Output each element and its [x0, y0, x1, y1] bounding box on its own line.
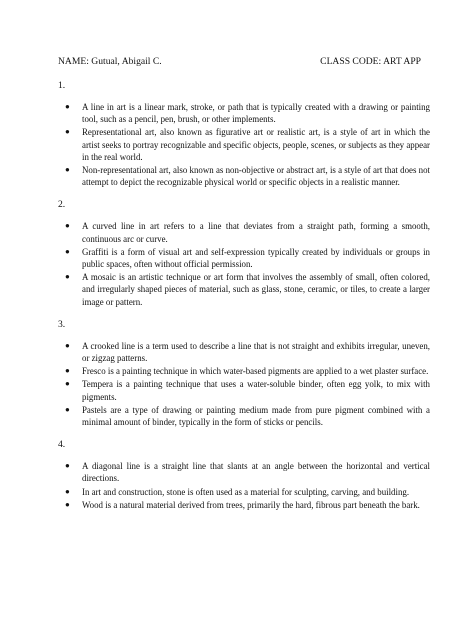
section-3: [58, 318, 430, 428]
list-item: [58, 340, 430, 364]
bullet-list: [58, 340, 430, 428]
section-2: [58, 198, 430, 307]
list-item: [58, 404, 430, 428]
list-item: [58, 499, 430, 511]
list-item-text: A crooked line is a term used to describe a line that is not straight and exhibits irregular, uneven, or zigzag patterns.: [82, 340, 430, 364]
bullet-icon: ●: [65, 127, 70, 137]
list-item-text: A line in art is a linear mark, stroke, or path that is typically created with a drawing or painting tool, such as a pencil, pen, brush, or other implements.: [82, 102, 430, 125]
bullet-icon: ●: [65, 102, 70, 111]
section-number: 4.: [58, 439, 66, 451]
list-item: [58, 246, 430, 270]
section-number: 1.: [58, 80, 66, 91]
bullet-list: [58, 460, 430, 511]
list-item-text: In art and construction, stone is often used as a material for sculpting, carving, and building.: [82, 486, 410, 497]
class-code: CLASS CODE: ART APP: [320, 56, 421, 67]
bullet-icon: ●: [65, 165, 70, 175]
list-item: [58, 126, 430, 163]
bullet-icon: ●: [65, 379, 70, 389]
list-item: [58, 460, 430, 484]
bullet-icon: ●: [65, 340, 70, 350]
list-item: [58, 271, 430, 308]
list-item-text: Tempera is a painting technique that uses a water-soluble binder, often egg yolk, to mix with pigments.: [82, 379, 430, 402]
list-item: [58, 220, 430, 244]
list-item-text: A mosaic is an artistic technique or art form that involves the assembly of small, often colored, and irregularly shaped pieces of material, such as glass, stone, ceramic, or tiles, to create a larger image or pattern.: [82, 272, 430, 307]
student-name: NAME: Gutual, Abigail C.: [58, 56, 162, 67]
section-number: 3.: [58, 318, 66, 330]
bullet-icon: ●: [65, 499, 70, 509]
list-item: [58, 486, 430, 498]
list-item-text: Representational art, also known as figurative art or realistic art, is a style of art in which the artist seeks to portray recognizable and specific objects, people, scenes, or subjects as they appear in the real world.: [82, 127, 430, 162]
section-4: [58, 438, 430, 511]
list-item-text: Fresco is a painting technique in which water-based pigments are applied to a wet plaster surface.: [82, 366, 429, 377]
bullet-icon: ●: [65, 221, 70, 231]
bullet-icon: ●: [65, 486, 70, 496]
list-item: [58, 365, 430, 377]
list-item-text: Non-representational art, also known as non-objective or abstract art, is a style of art that does not attempt to depict the recognizable physical world or specific objects in a realistic manner.: [82, 165, 430, 188]
list-item-text: Graffiti is a form of visual art and self-expression typically created by individuals or groups in public spaces, often without official permission.: [82, 246, 430, 270]
list-item-text: Pastels are a type of drawing or painting medium made from pure pigment combined with a minimal amount of binder, typically in the form of sticks or pencils.: [82, 404, 430, 428]
bullet-icon: ●: [65, 461, 70, 471]
bullet-icon: ●: [65, 246, 70, 256]
list-item-text: Wood is a natural material derived from trees, primarily the hard, fibrous part beneath the bark.: [82, 499, 420, 510]
bullet-list: [58, 101, 430, 188]
bullet-list: [58, 220, 430, 307]
list-item-text: A diagonal line is a straight line that slants at an angle between the horizontal and vertical directions.: [82, 461, 430, 484]
list-item-text: A curved line in art refers to a line that deviates from a straight path, forming a smooth, continuous arc or curve.: [82, 221, 430, 244]
list-item: [58, 378, 430, 402]
list-item: [58, 101, 430, 125]
list-item: [58, 164, 430, 188]
section-number: 2.: [58, 199, 66, 211]
bullet-icon: ●: [65, 404, 70, 414]
document-header: [58, 55, 430, 68]
bullet-icon: ●: [65, 272, 70, 282]
bullet-icon: ●: [65, 366, 70, 376]
section-1: [58, 79, 430, 188]
